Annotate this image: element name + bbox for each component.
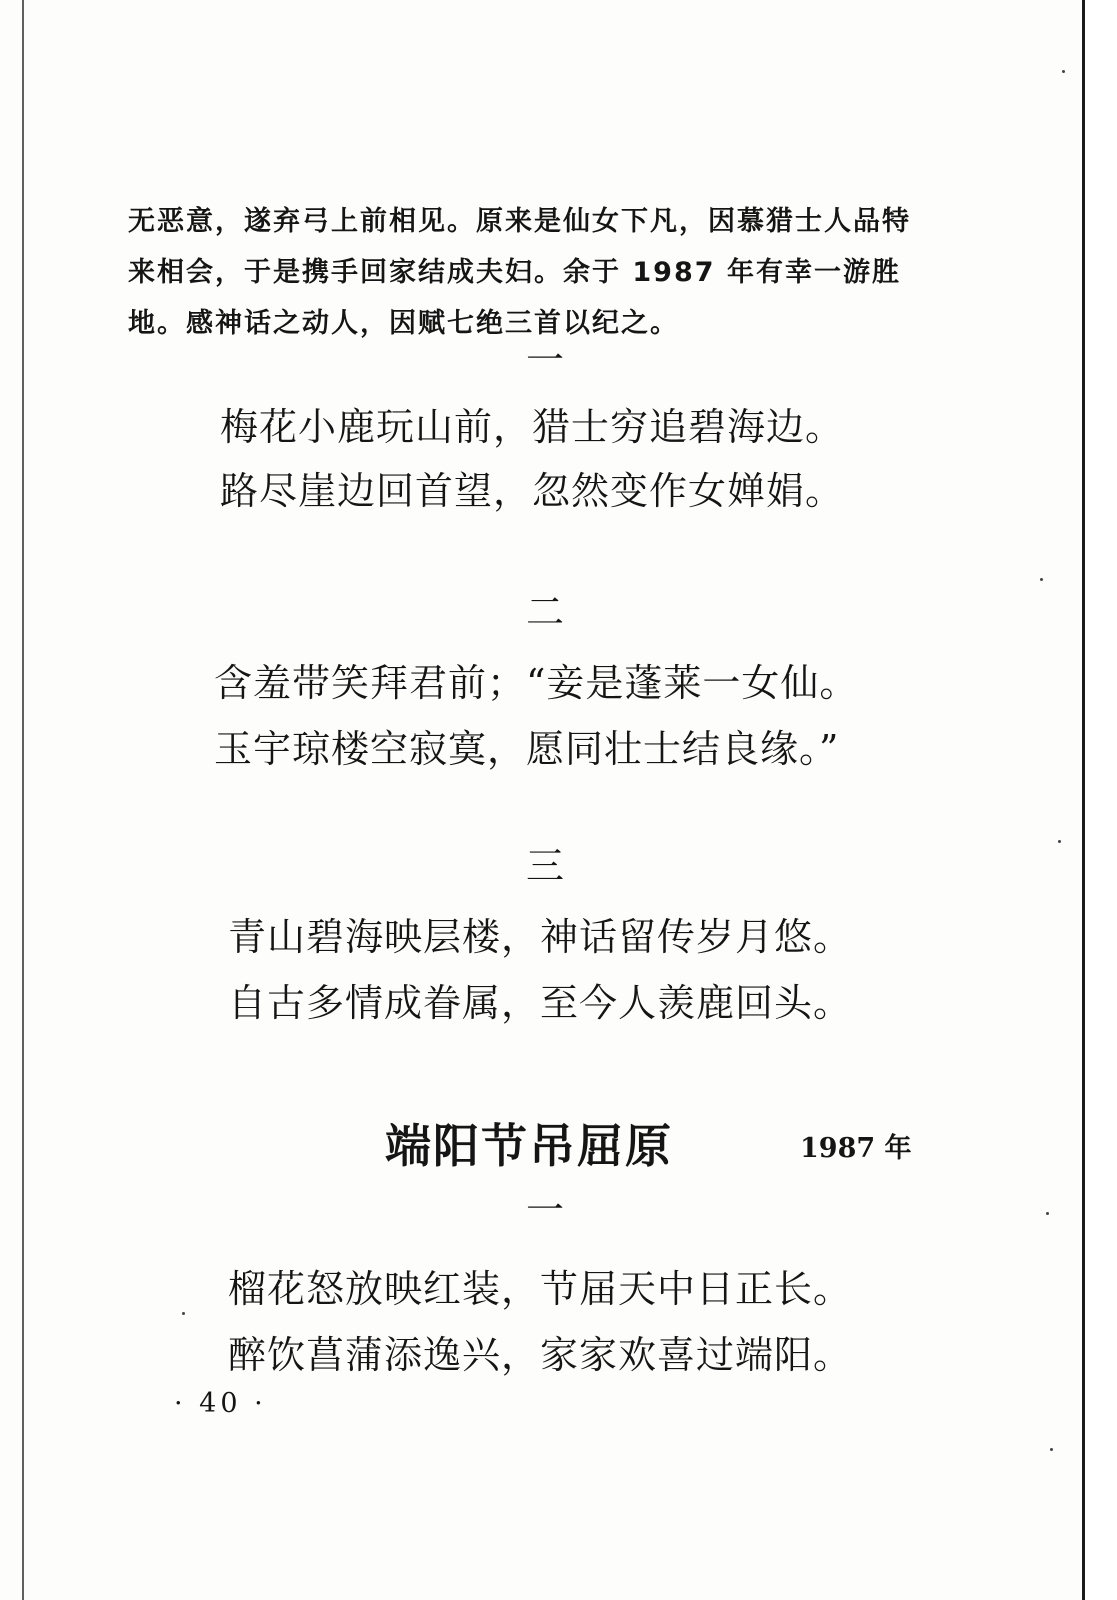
section-number: 一 — [525, 338, 564, 382]
scan-speck — [182, 1312, 185, 1315]
intro-line: 来相会，于是携手回家结成夫妇。余于 1987 年有幸一游胜 — [128, 257, 901, 288]
poem-title-row — [385, 1110, 673, 1176]
section-number: 一 — [525, 1188, 564, 1232]
intro-paragraph — [128, 196, 958, 349]
verse-line: 榴花怒放映红装，节届天中日正长。 — [228, 1267, 853, 1311]
scan-left-edge — [22, 0, 24, 1600]
intro-line: 无恶意，遂弃弓上前相见。原来是仙女下凡，因慕猎士人品特 — [128, 206, 911, 237]
intro-line: 地。感神话之动人，因赋七绝三首以纪之。 — [128, 308, 679, 339]
verse-line: 自古多情成眷属，至今人羡鹿回头。 — [228, 981, 853, 1025]
verse-line: 梅花小鹿玩山前，猎士穷追碧海边。 — [220, 405, 845, 449]
scan-speck — [1050, 1448, 1053, 1451]
scan-speck — [1046, 1212, 1049, 1215]
section-number: 三 — [525, 844, 564, 888]
scan-speck — [1062, 70, 1065, 73]
section-number: 二 — [525, 590, 564, 634]
scan-speck — [1040, 578, 1043, 581]
page-number: · 40 · — [174, 1388, 267, 1419]
verse-line: 路尽崖边回首望，忽然变作女婵娟。 — [220, 469, 845, 513]
verse-line: 含羞带笑拜君前；“妾是蓬莱一女仙。 — [214, 661, 859, 705]
verse-line: 青山碧海映层楼，神话留传岁月悠。 — [228, 915, 853, 959]
verse-line: 醉饮菖蒲添逸兴，家家欢喜过端阳。 — [228, 1333, 853, 1377]
poem-year: 1987 年 — [800, 1133, 912, 1164]
verse-line: 玉宇琼楼空寂寞，愿同壮士结良缘。” — [214, 727, 840, 771]
scan-speck — [1058, 840, 1061, 843]
poem-title: 端阳节吊屈原 — [385, 1119, 673, 1173]
scan-margin — [1085, 0, 1117, 1600]
